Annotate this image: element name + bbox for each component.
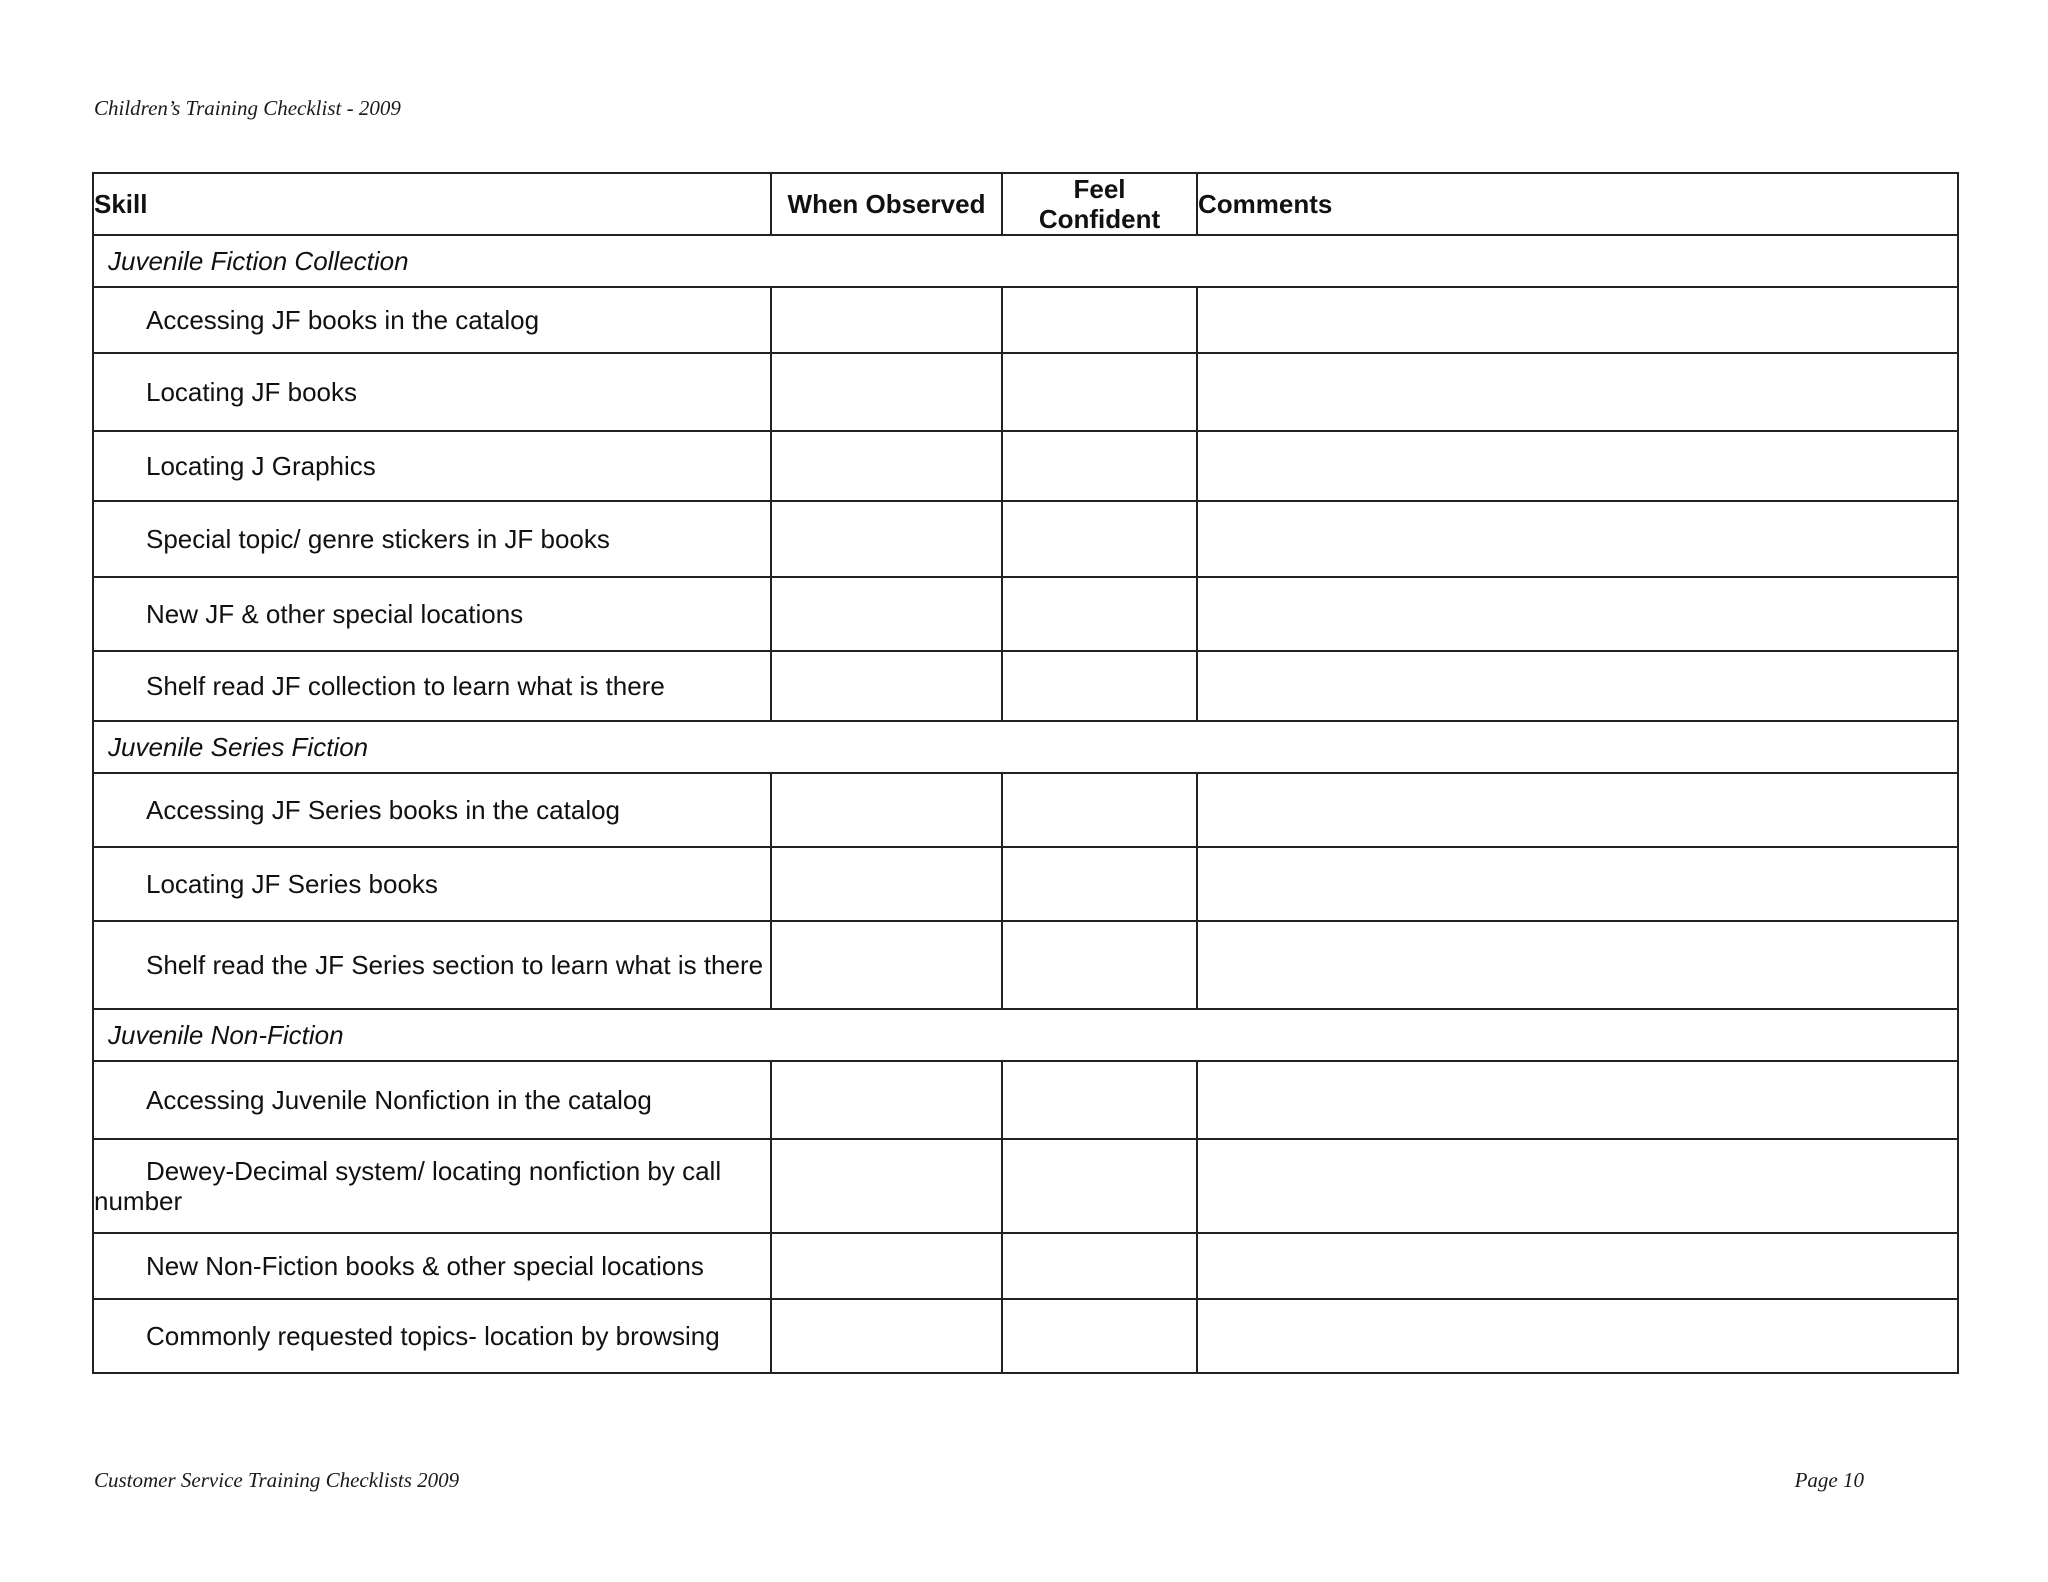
table-header-row — [93, 173, 1958, 235]
comments-cell[interactable] — [1197, 1299, 1958, 1373]
skill-label: Shelf read the JF Series section to learn what is there — [146, 950, 764, 980]
table-row — [93, 847, 1958, 921]
section-title: Juvenile Non-Fiction — [93, 1009, 1958, 1061]
skill-cell — [93, 353, 771, 431]
section-row — [93, 721, 1958, 773]
feel-confident-cell[interactable] — [1002, 353, 1197, 431]
when-observed-cell[interactable] — [771, 651, 1002, 721]
column-header-feel-confident-line2: Confident — [1038, 204, 1161, 234]
feel-confident-cell[interactable] — [1002, 287, 1197, 353]
table-row — [93, 353, 1958, 431]
comments-cell[interactable] — [1197, 501, 1958, 577]
comments-cell[interactable] — [1197, 921, 1958, 1009]
skill-label: Locating J Graphics — [146, 451, 376, 481]
skill-cell — [93, 1233, 771, 1299]
feel-confident-cell[interactable] — [1002, 577, 1197, 651]
table-row — [93, 577, 1958, 651]
column-header-skill: Skill — [93, 173, 771, 235]
comments-cell[interactable] — [1197, 353, 1958, 431]
section-title: Juvenile Fiction Collection — [93, 235, 1958, 287]
when-observed-cell[interactable] — [771, 1061, 1002, 1139]
table-row — [93, 773, 1958, 847]
skill-label: Locating JF books — [146, 377, 358, 407]
training-checklist-table — [92, 172, 1959, 1374]
comments-cell[interactable] — [1197, 287, 1958, 353]
comments-cell[interactable] — [1197, 651, 1958, 721]
column-header-feel-confident — [1002, 173, 1197, 235]
column-header-feel-confident-line1: Feel — [1073, 174, 1126, 204]
feel-confident-cell[interactable] — [1002, 921, 1197, 1009]
feel-confident-cell[interactable] — [1002, 1233, 1197, 1299]
comments-cell[interactable] — [1197, 773, 1958, 847]
skill-cell — [93, 577, 771, 651]
feel-confident-cell[interactable] — [1002, 1061, 1197, 1139]
skill-cell — [93, 773, 771, 847]
comments-cell[interactable] — [1197, 1061, 1958, 1139]
skill-label: Commonly requested topics- location by browsing — [146, 1321, 720, 1351]
comments-cell[interactable] — [1197, 577, 1958, 651]
when-observed-cell[interactable] — [771, 577, 1002, 651]
table-row — [93, 921, 1958, 1009]
when-observed-cell[interactable] — [771, 1139, 1002, 1233]
table-row — [93, 1299, 1958, 1373]
when-observed-cell[interactable] — [771, 287, 1002, 353]
when-observed-cell[interactable] — [771, 1233, 1002, 1299]
skill-label: Accessing JF Series books in the catalog — [146, 795, 621, 825]
comments-cell[interactable] — [1197, 1139, 1958, 1233]
feel-confident-cell[interactable] — [1002, 1299, 1197, 1373]
table-row — [93, 1061, 1958, 1139]
feel-confident-cell[interactable] — [1002, 847, 1197, 921]
feel-confident-cell[interactable] — [1002, 651, 1197, 721]
when-observed-cell[interactable] — [771, 1299, 1002, 1373]
skill-cell — [93, 921, 771, 1009]
when-observed-cell[interactable] — [771, 921, 1002, 1009]
page-footer-title: Customer Service Training Checklists 2009 — [94, 1468, 460, 1492]
skill-cell — [93, 287, 771, 353]
feel-confident-cell[interactable] — [1002, 773, 1197, 847]
skill-label: Dewey-Decimal system/ locating nonfiction by call number — [94, 1156, 722, 1216]
page-header-title: Children’s Training Checklist - 2009 — [94, 96, 401, 120]
skill-cell — [93, 1299, 771, 1373]
comments-cell[interactable] — [1197, 431, 1958, 501]
skill-label: Accessing JF books in the catalog — [146, 305, 540, 335]
skill-label: Special topic/ genre stickers in JF books — [146, 524, 610, 554]
skill-label: Shelf read JF collection to learn what is there — [146, 671, 665, 701]
table-row — [93, 501, 1958, 577]
when-observed-cell[interactable] — [771, 431, 1002, 501]
skill-cell — [93, 1061, 771, 1139]
table-row — [93, 1139, 1958, 1233]
section-row — [93, 235, 1958, 287]
comments-cell[interactable] — [1197, 1233, 1958, 1299]
when-observed-cell[interactable] — [771, 847, 1002, 921]
skill-label: New Non-Fiction books & other special locations — [146, 1251, 704, 1281]
section-title: Juvenile Series Fiction — [93, 721, 1958, 773]
section-row — [93, 1009, 1958, 1061]
comments-cell[interactable] — [1197, 847, 1958, 921]
table-row — [93, 287, 1958, 353]
column-header-comments: Comments — [1197, 173, 1958, 235]
skill-cell — [93, 651, 771, 721]
feel-confident-cell[interactable] — [1002, 431, 1197, 501]
skill-label: Accessing Juvenile Nonfiction in the catalog — [146, 1085, 652, 1115]
skill-label: Locating JF Series books — [146, 869, 438, 899]
column-header-when-observed: When Observed — [771, 173, 1002, 235]
when-observed-cell[interactable] — [771, 353, 1002, 431]
table-row — [93, 651, 1958, 721]
table-row — [93, 1233, 1958, 1299]
skill-cell — [93, 501, 771, 577]
when-observed-cell[interactable] — [771, 501, 1002, 577]
skill-label: New JF & other special locations — [146, 599, 524, 629]
table-row — [93, 431, 1958, 501]
page-number: Page 10 — [1794, 1468, 1864, 1492]
skill-cell — [93, 1139, 771, 1233]
feel-confident-cell[interactable] — [1002, 1139, 1197, 1233]
skill-cell — [93, 431, 771, 501]
skill-cell — [93, 847, 771, 921]
feel-confident-cell[interactable] — [1002, 501, 1197, 577]
when-observed-cell[interactable] — [771, 773, 1002, 847]
